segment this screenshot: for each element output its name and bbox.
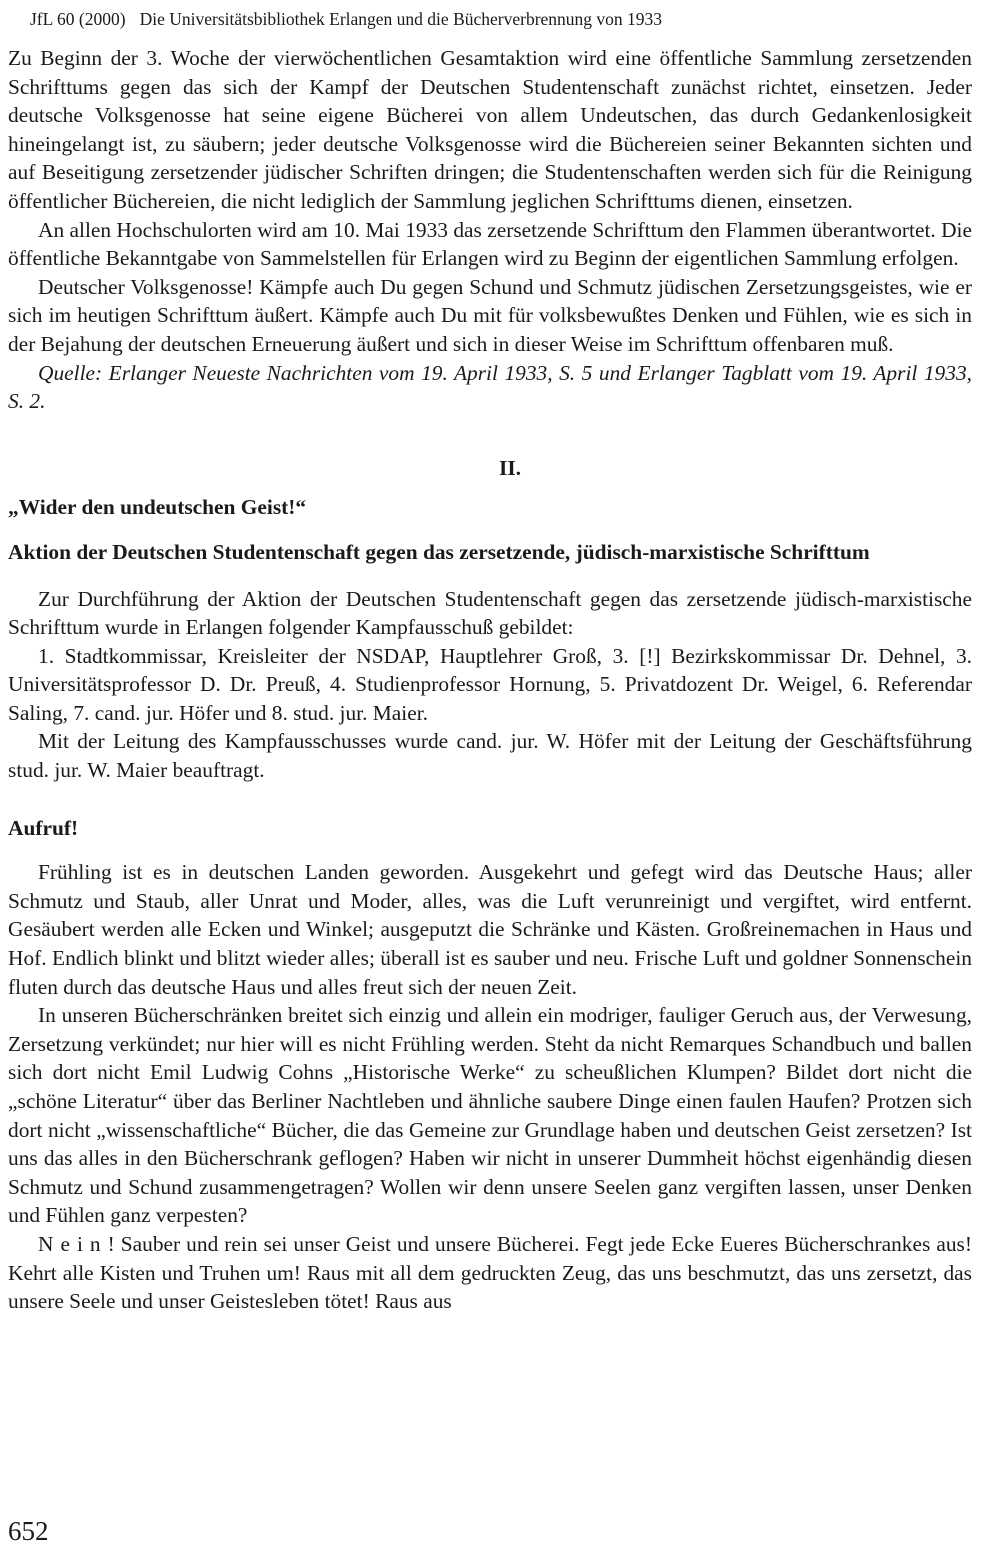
page-body [8, 44, 972, 1316]
paragraph-nein-rest: ! Sauber und rein sei unser Geist und unsere Bücherei. Fegt jede Ecke Eueres Bücherschrankes aus! Kehrt alle Kisten und Truhen um! Raus mit all dem gedruckten Zeug, das uns beschmutzt, das uns zersetzt, das unsere Seele und unser Geistesleben tötet! Raus aus [8, 1231, 972, 1314]
paragraph-fruehling: Frühling ist es in deutschen Landen geworden. Ausgekehrt und gefegt wird das Deutsche Haus; aller Schmutz und Staub, aller Unrat und Moder, alles, was die Luft verunreinigt und vergiftet, wird entfernt. Gesäubert werden alle Ecken und Winkel; ausgeputzt die Schränke und Kästen. Großreinemachen in Haus und Hof. Endlich blinkt und blitzt wieder alles; überall ist es sauber und neu. Frische Luft und goldner Sonnenschein fluten durch das deutsche Haus und alles freut sich der neuen Zeit. [8, 860, 972, 999]
spaced-word-nein: Nein [38, 1231, 108, 1256]
paragraph-leitung: Mit der Leitung des Kampfausschusses wurde cand. jur. W. Höfer mit der Leitung der Geschäftsführung stud. jur. W. Maier beauftragt. [8, 729, 972, 783]
paragraph-durchfuehrung: Zur Durchführung der Aktion der Deutschen Studentenschaft gegen das zersetzende jüdisch-marxistische Schrifttum wurde in Erlangen folgender Kampfausschuß gebildet: [8, 586, 972, 640]
paragraph-buecherschraenke: In unseren Bücherschränken breitet sich einzig und allein ein modriger, fauliger Geruch aus, der Verwesung, Zersetzung verkündet; nur hier will es nicht Frühling werden. Steht da nicht Remarques Schandbuch und ballen sich dort nicht Emil Ludwig Cohns „Historische Werke“ zu scheußlichen Klumpen? Bildet dort nicht die „schöne Literatur“ über das Berliner Nachtleben und ähnliche saubere Dinge einen faulen Haufen? Protzen sich dort nicht „wissenschaftliche“ Bücher, die das Gemeine zur Grundlage haben und deutschen Geist zersetzen? Ist uns das alles in den Bücherschrank geflogen? Haben wir nicht in unserer Dummheit höchst eigenhändig diesen Schmutz und Schund zusammengetragen? Wollen wir denn unsere Seelen ganz vergiften lassen, unser Denken und Fühlen ganz verpesten? [8, 1003, 972, 1228]
heading-aufruf: Aufruf! [8, 815, 79, 840]
section-number: II. [499, 455, 521, 480]
running-head-journal: JfL 60 (2000) [30, 9, 126, 29]
paragraph-sammlung: Zu Beginn der 3. Woche der vierwöchentlichen Gesamtaktion wird eine öffentliche Sammlung zersetzenden Schrifttums gegen das sich der Kampf der Deutschen Studentenschaft zunächst richtet, einsetzen. Jeder deutsche Volksgenosse hat seine eigene Bücherei von allem Undeutschen, das durch Gedankenlosigkeit hineingelangt ist, zu säubern; jeder deutsche Volksgenosse wird die Büchereien seiner Bekannten sichten und auf Beseitigung zersetzender jüdischer Schriften dringen; die Studentenschaften werden sich für die Reinigung öffentlicher Büchereien, die nicht lediglich der Sammlung jeglichen Schrifttums dienen, einsetzen. [8, 46, 972, 213]
paragraph-nein [8, 1230, 972, 1316]
paragraph-volksgenosse: Deutscher Volksgenosse! Kämpfe auch Du gegen Schund und Schmutz jüdischen Zersetzungsgeistes, wie er sich im heutigen Schrifttum äußert. Kämpfe auch Du mit für volksbewußtes Denken und Fühlen, wie es sich in der Bejahung der deutschen Erneuerung äußert und sich in dieser Weise im Schrifttum offenbaren muß. [8, 274, 972, 356]
heading-wider-den-undeutschen-geist: „Wider den undeutschen Geist!“ [8, 495, 307, 520]
source-citation: Quelle: Erlanger Neueste Nachrichten vom 19. April 1933, S. 5 und Erlanger Tagblatt vom 19. April 1933, S. 2. [8, 360, 972, 414]
heading-aktion: Aktion der Deutschen Studentenschaft gegen das zersetzende, jüdisch-marxistische Schrifttum [8, 539, 870, 564]
page-number: 652 [8, 1516, 49, 1546]
paragraph-kampfausschuss-members: 1. Stadtkommissar, Kreisleiter der NSDAP, Hauptlehrer Groß, 3. [!] Bezirkskommissar Dr. Dehnel, 3. Universitätsprofessor D. Dr. Preuß, 4. Studienprofessor Hornung, 5. Privatdozent Dr. Weigel, 6. Referendar Saling, 7. cand. jur. Höfer und 8. stud. jur. Maier. [8, 643, 972, 725]
running-head [30, 8, 990, 30]
paragraph-flammen: An allen Hochschulorten wird am 10. Mai 1933 das zersetzende Schrifttum den Flammen überantwortet. Die öffentliche Bekanntgabe von Sammelstellen für Erlangen wird zu Beginn der eigentlichen Sammlung erfolgen. [8, 217, 972, 271]
running-head-title: Die Universitätsbibliothek Erlangen und die Bücherverbrennung von 1933 [139, 9, 663, 29]
